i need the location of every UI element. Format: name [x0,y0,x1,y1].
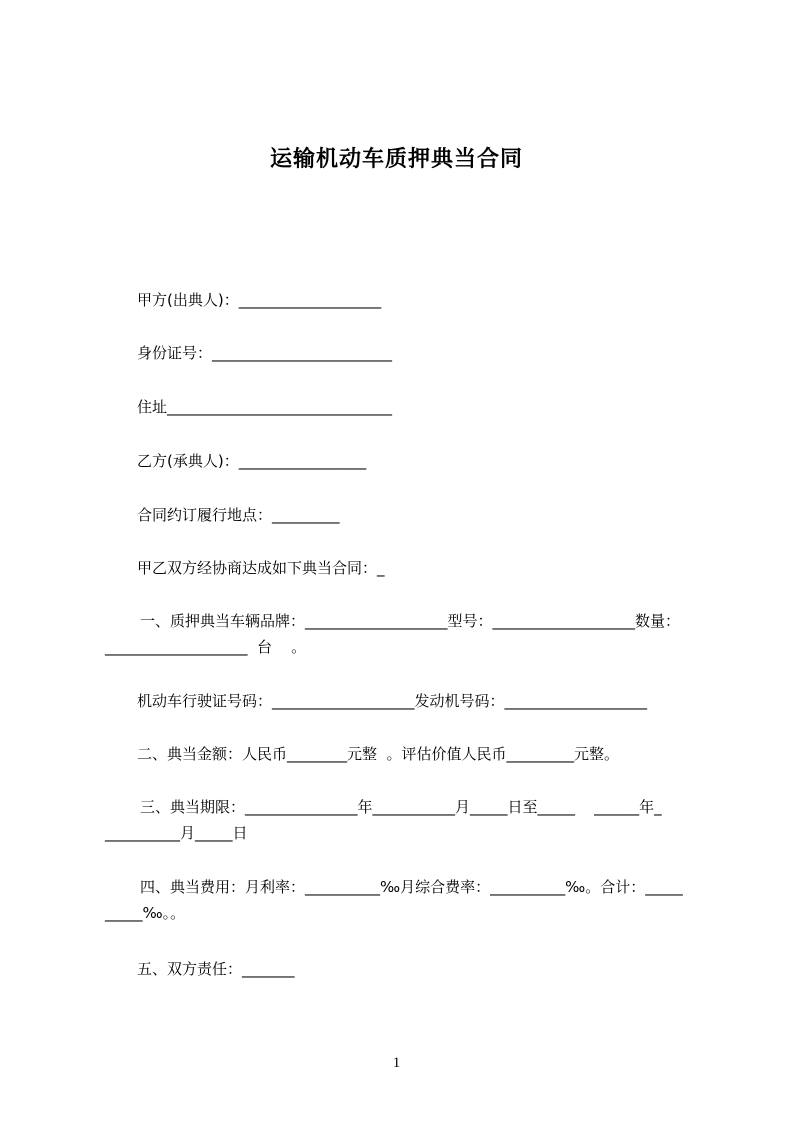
contract-place-line: 合同约订履行地点：_________ [137,506,340,524]
document-title: 运输机动车质押典当合同 [269,147,523,172]
party-a-line: 甲方(出典人)：___________________ [137,291,382,309]
section-1-quantity-line: ___________________ 台 。 [105,638,307,656]
section-1-line: 一、质押典当车辆品牌：___________________型号：___________________数量： [140,612,681,630]
address-line: 住址______________________________ [137,398,393,416]
section-4-continued: _____‰。。 [105,904,186,922]
section-4-line: 四、典当费用：月利率：__________‰月综合费率：__________‰。合计：_____ [140,878,683,896]
section-3-line: 三、典当期限：_______________年___________月_____日至_____ ______年_ [140,798,662,816]
license-engine-line: 机动车行驶证号码：___________________发动机号码：___________________ [137,692,648,710]
section-3-continued: __________月_____日 [105,824,248,842]
intro-line: 甲乙双方经协商达成如下典当合同：_ [137,559,385,577]
id-number-line: 身份证号：________________________ [137,344,393,362]
section-2-line: 二、典当金额：人民币________元整 。评估价值人民币_________元整。 [137,745,620,763]
page-number: 1 [392,1055,401,1071]
party-b-line: 乙方(承典人)：_________________ [137,452,367,470]
section-5-line: 五、双方责任：_______ [137,960,295,978]
